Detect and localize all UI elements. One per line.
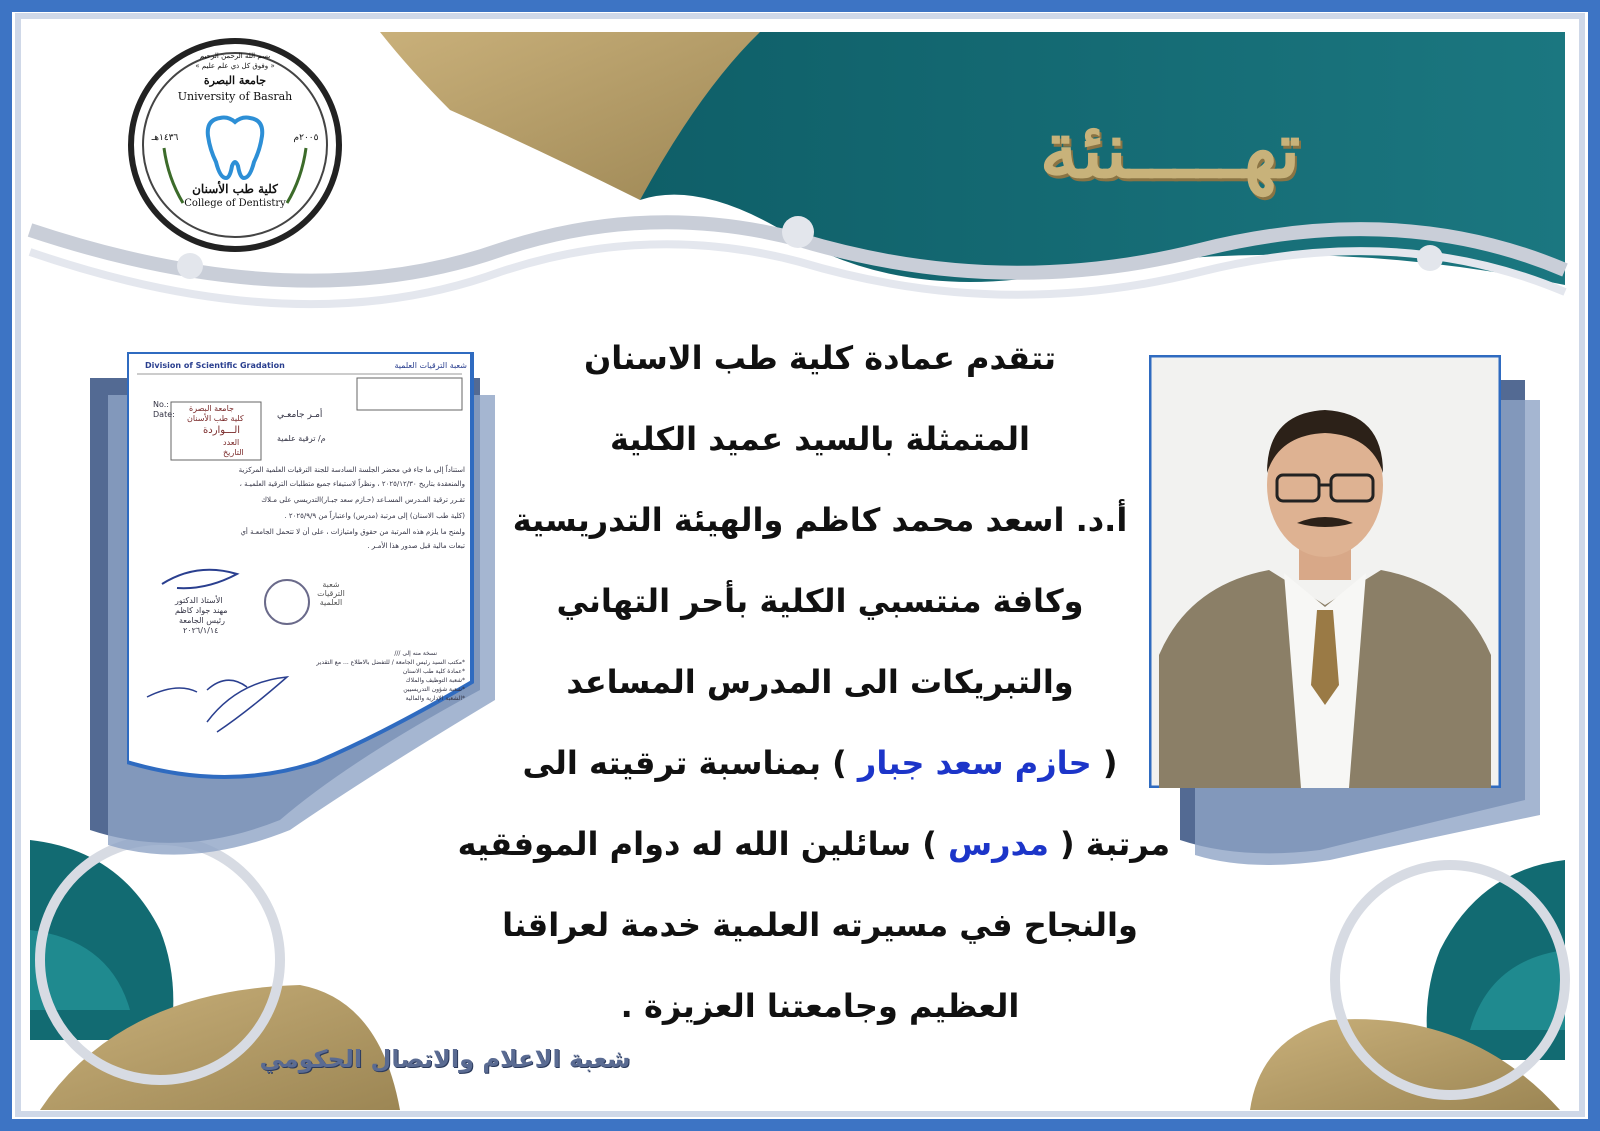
doc-no-label: No.:: [153, 400, 169, 409]
page-title: تهـــــنئة: [1039, 105, 1301, 196]
footer-signature: شعبة الاعلام والاتصال الحكومي: [259, 1045, 631, 1073]
doc-stamp-number: العدد: [223, 438, 240, 447]
logo-university-ar: جامعة البصرة: [203, 74, 267, 87]
promotion-order-document: [127, 352, 477, 782]
doc-para2: والمنعقدة بتاريخ ٢٠٢٥/١٢/٣٠ ، ونظراً لاستيفاء جميع متطلبات الترقية العلميـة ،: [239, 480, 465, 488]
doc-para4: (كلية طب الاسنان) إلى مرتبة (مدرس) واعتباراً من ٢٠٢٥/٩/٩ .: [284, 512, 465, 520]
doc-seal-text: شعبة الترقيات العلمية: [317, 580, 345, 607]
message-line-1: تتقدم عمادة كلية طب الاسنان: [583, 339, 1057, 377]
doc-stamp-college: كلية طب الأسنان: [187, 414, 244, 423]
doc-para1: استناداً إلى ما جاء في محضر الجلسة السادسة للجنة الترقيات العلمية المركزية: [238, 466, 465, 474]
message-line-6: [470, 723, 1170, 804]
message-line-3: أ.د. اسعد محمد كاظم والهيئة التدريسية: [512, 501, 1128, 539]
message-line-7: [457, 804, 1170, 885]
doc-copy-3: *شعبة التوظيف والملاك: [405, 677, 465, 684]
congratulation-message: [457, 318, 1170, 1047]
doc-date-label: Date:: [153, 410, 175, 419]
doc-division-en: Division of Scientific Gradation: [145, 361, 285, 370]
doc-copy-2: *عمادة كلية طب الاسنان: [402, 668, 465, 675]
honoree-name: حازم سعد جبار: [857, 744, 1092, 782]
logo-verse: « وفوق كل ذي علم عليم »: [195, 62, 275, 70]
honoree-rank: مدرس: [948, 825, 1049, 863]
doc-copy-4: *شعبة شؤون التدريسيين: [403, 686, 465, 693]
doc-copies-title: نسخة منه إلى ///: [394, 650, 437, 657]
message-line-6-close: ): [832, 744, 858, 782]
logo-university-en: University of Basrah: [177, 90, 293, 103]
doc-para3: تقـرر ترقية المـدرس المسـاعد (حـازم سعد جبـار)التدريسي على مـلاك: [261, 496, 465, 504]
doc-para6: تبعات مالية قبل صدور هذا الأمـر .: [367, 542, 465, 550]
doc-copy-5: *الشعبة الإدارية والمالية: [405, 695, 465, 702]
logo-college-en: College of Dentistry: [184, 198, 286, 209]
logo-basmala: بسم الله الرحمن الرحيم: [199, 52, 271, 60]
university-logo: [128, 38, 342, 252]
doc-order-title: أمـر جامعـي: [277, 410, 323, 420]
portrait-photo: [1149, 355, 1501, 788]
message-line-9: العظيم وجامعتنا العزيزة .: [620, 987, 1020, 1025]
doc-para5: ولمنح ما يلزم هذه المرتبة من حقوق وامتيازات ، على أن لا تتحمل الجامعـة أي: [240, 528, 465, 536]
doc-signer-role: رئيس الجامعة: [179, 616, 225, 625]
doc-subject: م/ ترقية علمية: [277, 434, 326, 443]
logo-college-ar: كلية طب الأسنان: [192, 182, 278, 196]
message-line-4: وكافة منتسبي الكلية بأحر التهاني: [556, 582, 1084, 620]
logo-year-right: ٢٠٠٥م: [293, 133, 319, 143]
doc-stamp-university: جامعة البصرة: [189, 404, 234, 413]
doc-copy-1: *مكتب السيد رئيس الجامعة / للتفضل بالاطلاع ... مع التقدير: [316, 659, 465, 666]
message-line-8: والنجاح في مسيرته العلمية خدمة لعراقنا: [502, 906, 1138, 944]
doc-division-ar: شعبة الترقيات العلمية: [394, 361, 467, 370]
logo-year-left: ١٤٣٦هـ: [151, 133, 179, 143]
message-line-7-start: مرتبة (: [1048, 825, 1170, 863]
doc-signer-date: ٢٠٢٦/١/١٤: [183, 626, 219, 635]
doc-stamp-incoming: الـــواردة: [203, 425, 241, 436]
doc-signer-name: مهند جواد كاظم: [175, 606, 228, 615]
message-line-2: المتمثلة بالسيد عميد الكلية: [609, 420, 1031, 458]
message-line-6-open: (: [1091, 744, 1118, 782]
message-line-7-rest: ) سائلين الله له دوام الموفقيه: [457, 825, 949, 863]
message-line-5: والتبريكات الى المدرس المساعد: [566, 663, 1074, 701]
doc-stamp-date: التاريخ: [223, 448, 244, 457]
doc-signer-title: الأستاذ الدكتور: [175, 596, 223, 605]
message-line-6-rest: بمناسبة ترقيته الى: [522, 744, 833, 782]
